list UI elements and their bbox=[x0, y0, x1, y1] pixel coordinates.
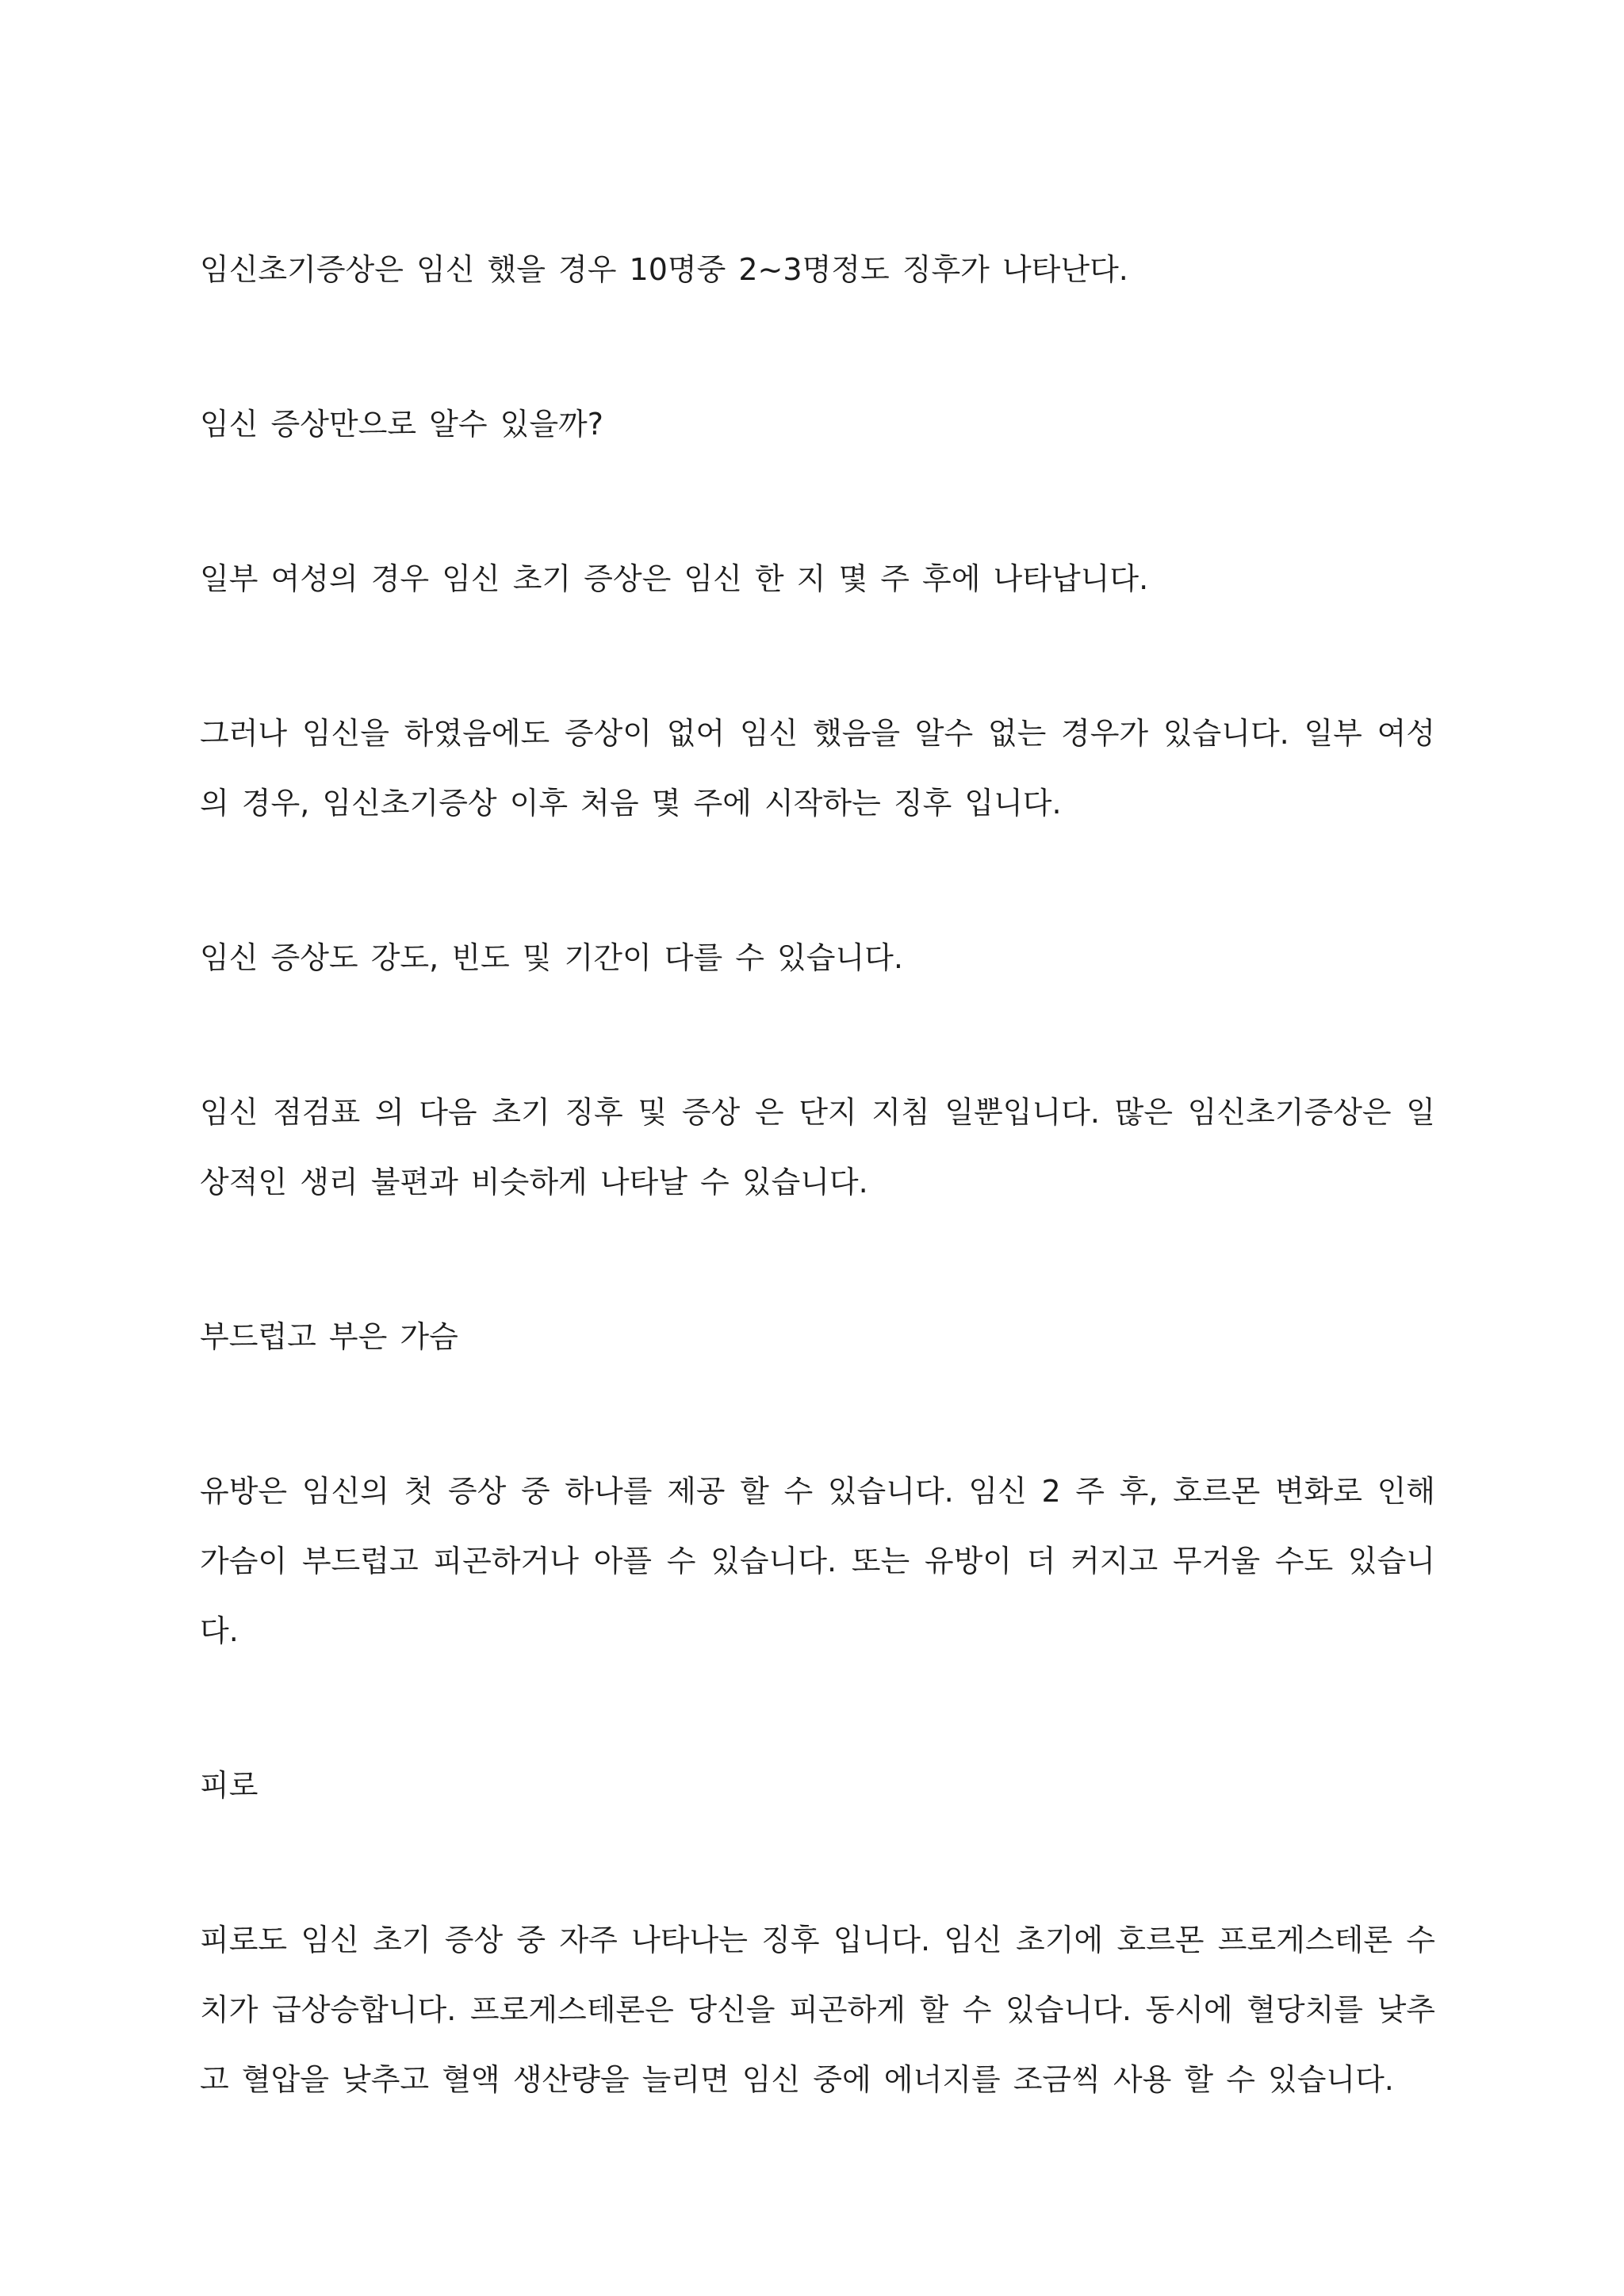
body-paragraph: 유방은 임신의 첫 증상 중 하나를 제공 할 수 있습니다. 임신 2 주 후, 호르몬 변화로 인해 가슴이 부드럽고 피곤하거나 아플 수 있습니다. 또는 유방이 더 커지고 무거울 수도 있습니다. bbox=[200, 1474, 1435, 1648]
intro-paragraph: 임신초기증상은 임신 했을 경우 10명중 2~3명정도 징후가 나타난다. bbox=[200, 252, 1128, 287]
section-heading: 피로 bbox=[200, 1768, 259, 1803]
body-paragraph: 임신 증상도 강도, 빈도 및 기간이 다를 수 있습니다. bbox=[200, 940, 903, 975]
body-paragraph: 임신 점검표 의 다음 초기 징후 및 증상 은 단지 지침 일뿐입니다. 많은 임신초기증상은 일상적인 생리 불편과 비슷하게 나타날 수 있습니다. bbox=[200, 1095, 1435, 1200]
question-line: 임신 증상만으로 알수 있을까? bbox=[200, 407, 603, 442]
section-heading: 부드럽고 부은 가슴 bbox=[200, 1319, 458, 1354]
body-paragraph: 그러나 임신을 하였음에도 증상이 없어 임신 했음을 알수 없는 경우가 있습니다. 일부 여성의 경우, 임신초기증상 이후 처음 몇 주에 시작하는 징후 입니다. bbox=[200, 716, 1435, 821]
document-page bbox=[200, 235, 1435, 2199]
body-paragraph: 일부 여성의 경우 임신 초기 증상은 임신 한 지 몇 주 후에 나타납니다. bbox=[200, 561, 1149, 596]
body-paragraph: 피로도 임신 초기 증상 중 자주 나타나는 징후 입니다. 임신 초기에 호르몬 프로게스테론 수치가 급상승합니다. 프로게스테론은 당신을 피곤하게 할 수 있습니다. 동시에 혈당치를 낮추고 혈압을 낮추고 혈액 생산량을 늘리면 임신 중에 에너지를 조금씩 사용 할 수 있습니다. bbox=[200, 1923, 1435, 2097]
